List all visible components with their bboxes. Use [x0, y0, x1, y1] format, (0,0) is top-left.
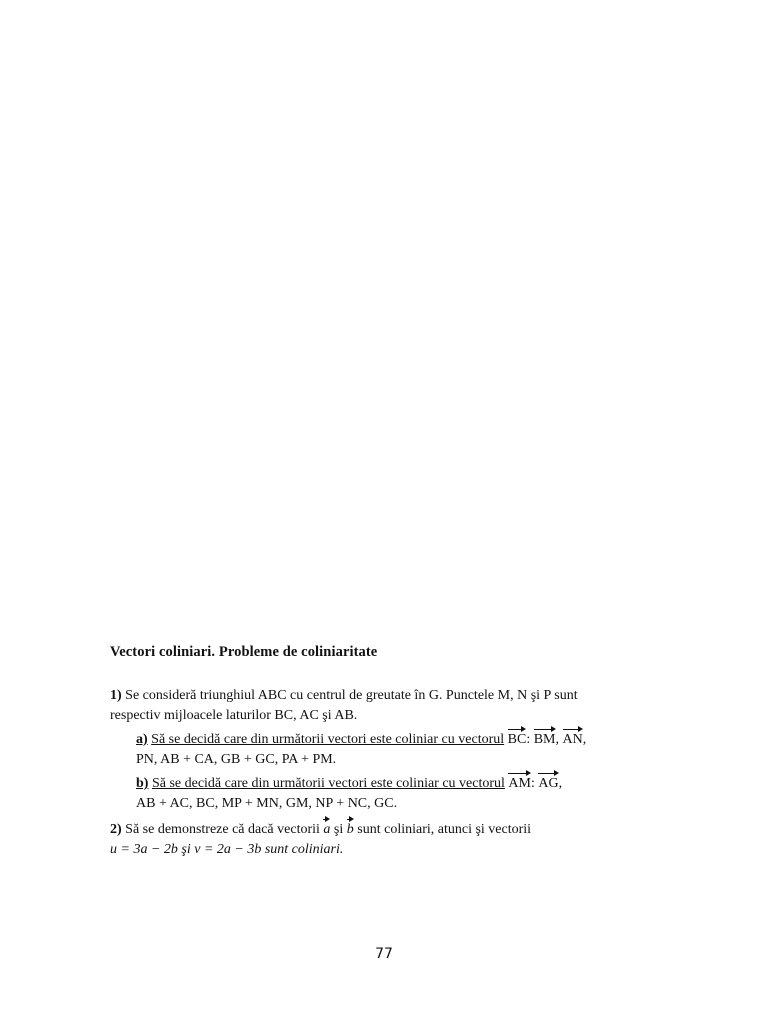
vector-a: a: [323, 820, 330, 840]
problem-2-and: şi: [333, 822, 344, 837]
problem-1-intro-line1: Se consideră triunghiul ABC cu centrul de greutate în G. Punctele M, N şi P sunt: [121, 688, 578, 703]
problem-1a-label: a): [136, 732, 148, 747]
problem-1b-label: b): [136, 776, 149, 791]
problem-1: [110, 686, 676, 726]
problem-1b-vector: AG: [538, 774, 558, 794]
problem-1a-text: Să se decidă care din următorii vectori este coliniar cu vectorul: [151, 732, 505, 747]
section-title: Vectori coliniari. Probleme de coliniaritate: [110, 644, 378, 660]
problem-2-line1-start: Să se demonstreze că dacă vectorii: [121, 822, 320, 837]
problem-1a-vectors-line2: PN, AB + CA, GB + GC, PA + PM.: [136, 752, 337, 767]
problem-2: [110, 820, 676, 860]
problem-1b-text: Să se decidă care din următorii vectori este coliniar cu vectorul: [151, 776, 505, 791]
problem-1b-vectors-line2: AB + AC, BC, MP + MN, GM, NP + NC, GC.: [136, 796, 398, 811]
problem-1b: b) Să se decidă care din următorii vectori este coliniar cu vectorul AM: AG, AB + AC, BC, MP + MN, GM, NP + NC, GC.: [136, 776, 563, 811]
problem-2-line1-end: sunt coliniari, atunci şi vectorii: [357, 822, 532, 837]
problem-1a: a) Să se decidă care din următorii vectori este coliniar cu vectorul BC: BM, AN, PN, AB + CA, GB + GC, PA + PM.: [136, 732, 587, 767]
problem-1a-vector: AN: [563, 730, 583, 750]
problem-2-line2: u = 3a − 2b şi v = 2a − 3b sunt coliniari.: [110, 842, 344, 857]
problem-1a-target-vector: BC: [508, 730, 527, 750]
problem-1a-vector: BM: [534, 730, 556, 750]
problem-1b-target-vector: AM: [508, 774, 531, 794]
problem-1-intro-line2: respectiv mijloacele laturilor BC, AC şi AB.: [110, 708, 358, 723]
problem-1-number: 1): [110, 688, 122, 703]
vector-b: b: [347, 820, 354, 840]
page-number: 77: [375, 946, 393, 962]
problem-2-number: 2): [110, 822, 122, 837]
